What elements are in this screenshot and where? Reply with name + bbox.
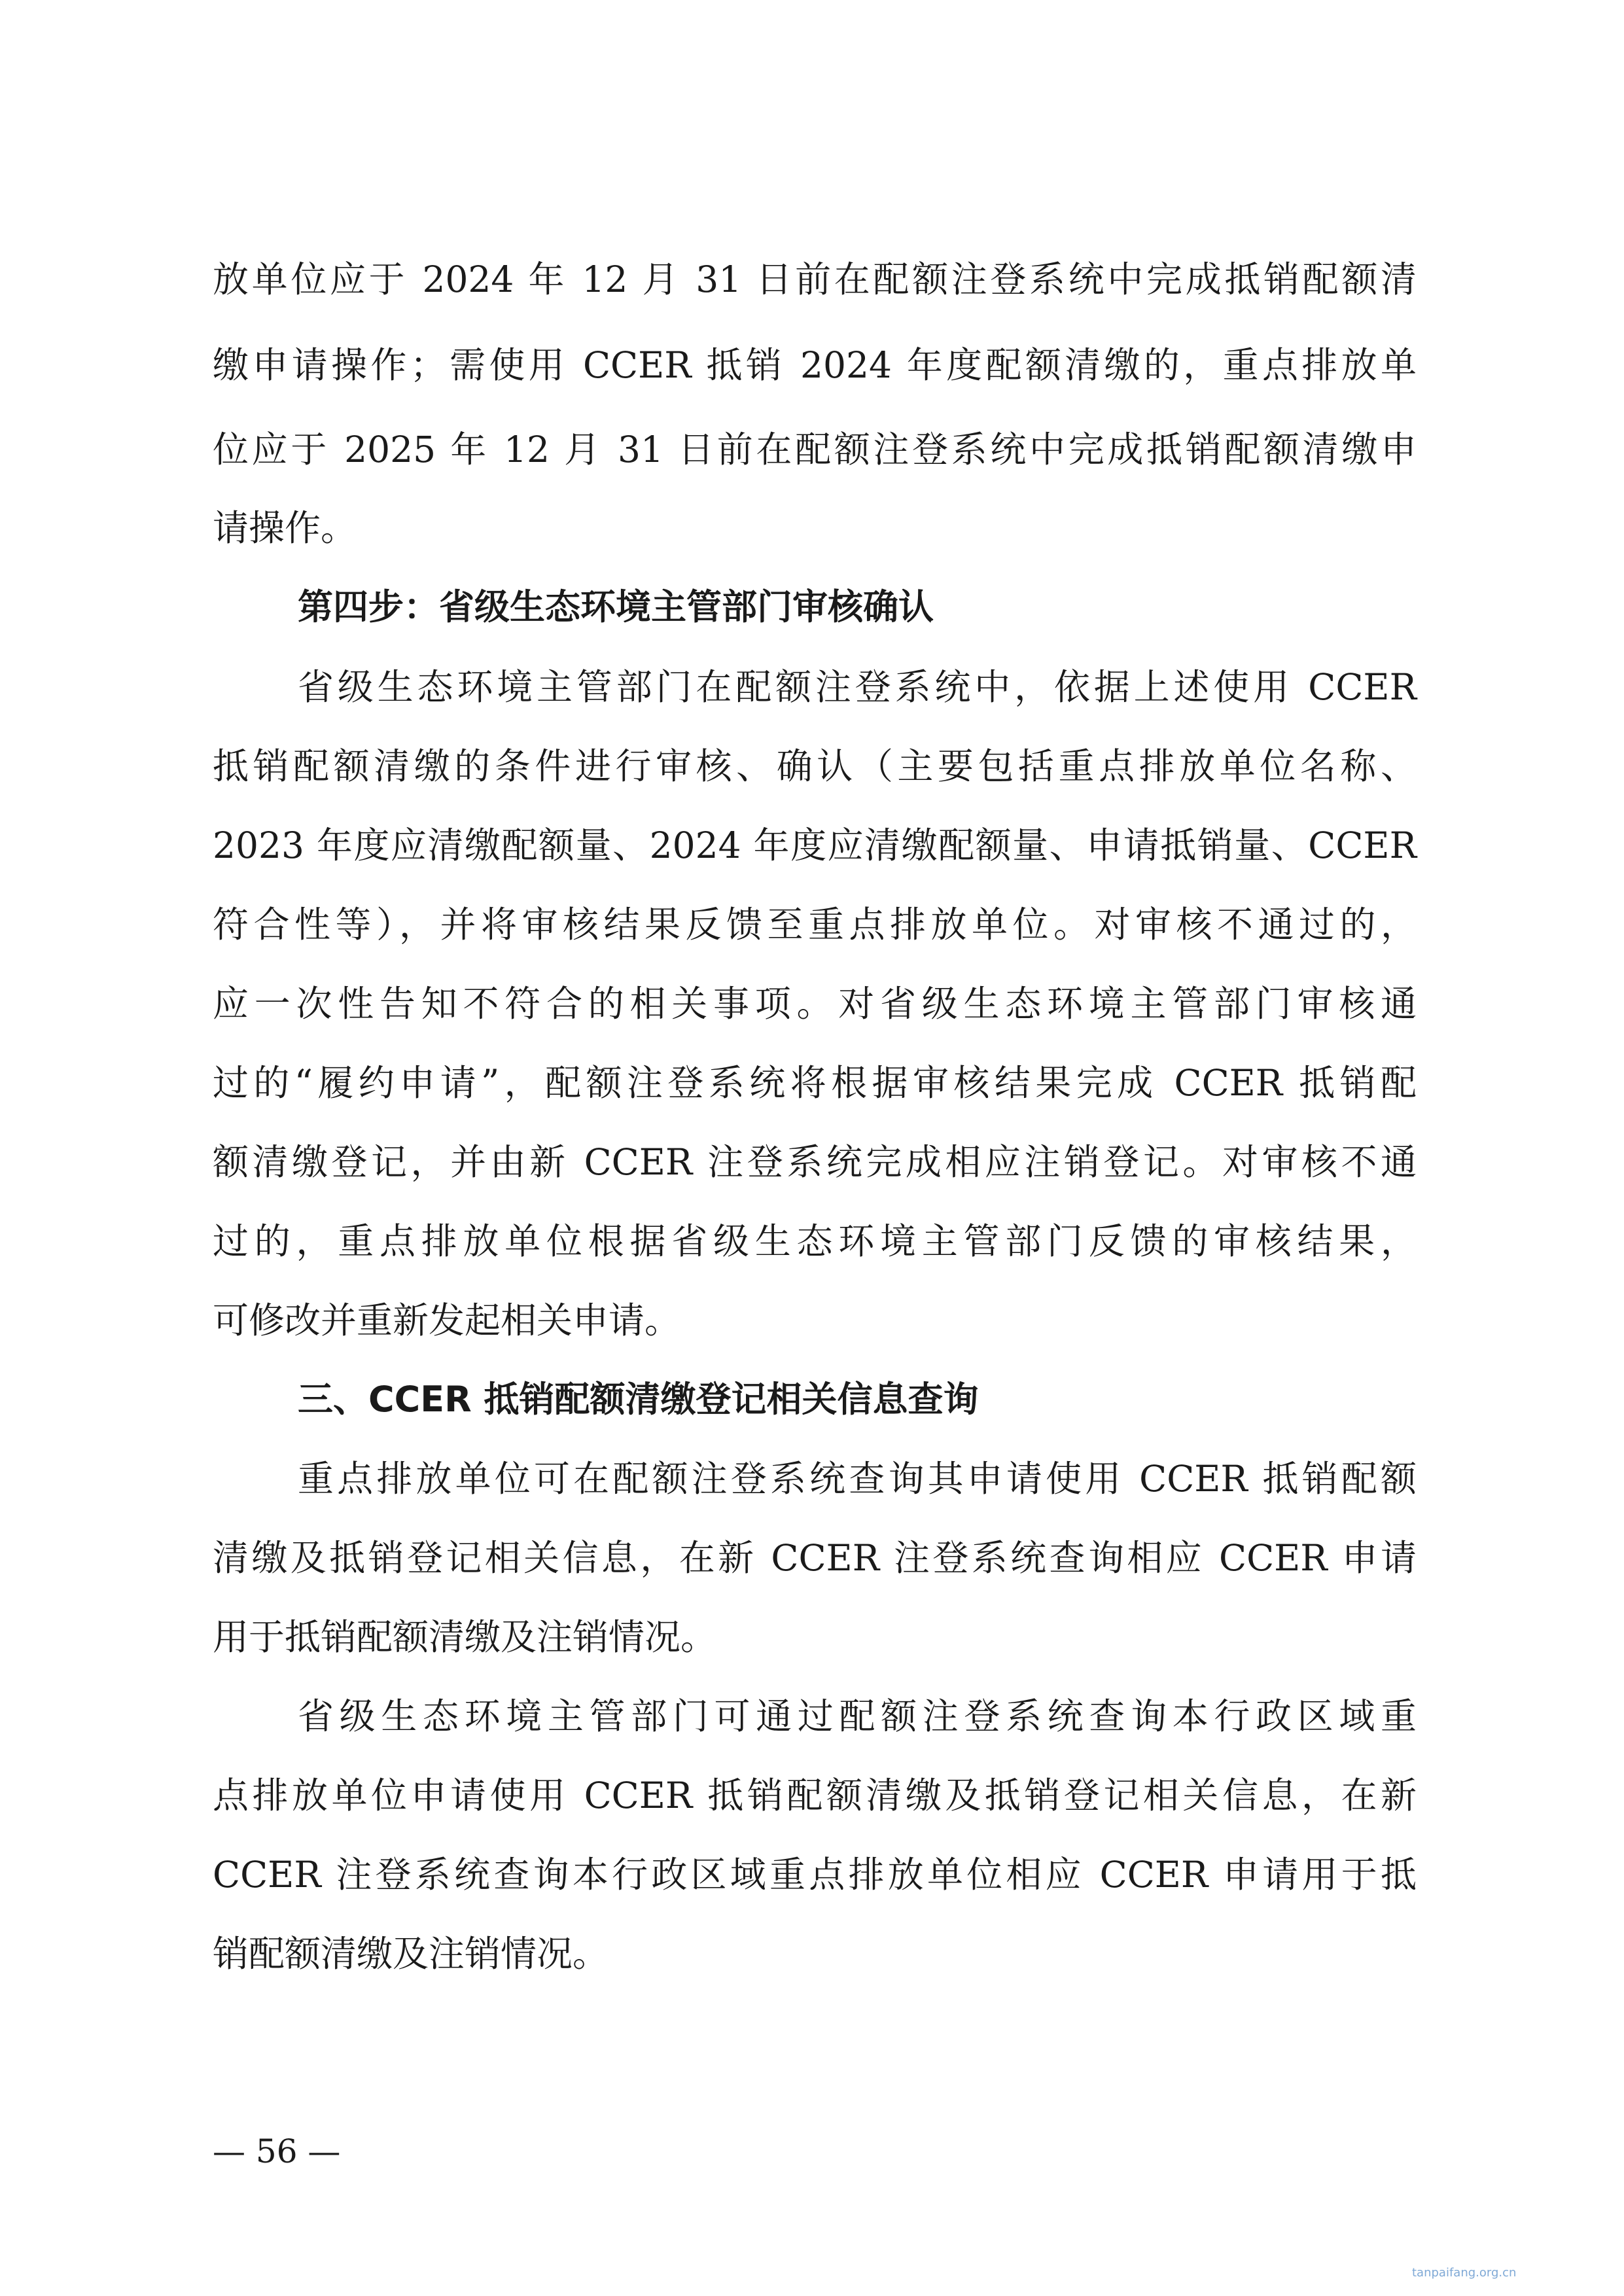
body-line-16: 重点排放单位可在配额注登系统查询其申请使用 CCER 抵销配额 bbox=[298, 1458, 1417, 1500]
body-line-3: 位应于 2025 年 12 月 31 日前在配额注登系统中完成抵销配额清缴申 bbox=[213, 429, 1417, 470]
body-line-8: 2023 年度应清缴配额量、2024 年度应清缴配额量、申请抵销量、CCER bbox=[213, 824, 1417, 866]
step-four-heading: 第四步：省级生态环境主管部门审核确认 bbox=[298, 586, 934, 627]
body-line-19: 省级生态环境主管部门可通过配额注登系统查询本行政区域重 bbox=[298, 1695, 1417, 1737]
body-line-14: 可修改并重新发起相关申请。 bbox=[213, 1299, 681, 1341]
body-line-9: 符合性等），并将审核结果反馈至重点排放单位。对审核不通过的， bbox=[213, 904, 1417, 945]
watermark: tanpaifang.org.cn bbox=[1412, 2266, 1517, 2280]
body-line-13: 过的，重点排放单位根据省级生态环境主管部门反馈的审核结果， bbox=[213, 1220, 1417, 1262]
body-line-12: 额清缴登记，并由新 CCER 注登系统完成相应注销登记。对审核不通 bbox=[213, 1141, 1417, 1183]
section-three-heading: 三、CCER 抵销配额清缴登记相关信息查询 bbox=[298, 1379, 979, 1420]
body-line-21: CCER 注登系统查询本行政区域重点排放单位相应 CCER 申请用于抵 bbox=[213, 1854, 1417, 1896]
body-line-4: 请操作。 bbox=[213, 507, 357, 549]
body-line-10: 应一次性告知不符合的相关事项。对省级生态环境主管部门审核通 bbox=[213, 983, 1417, 1025]
page-number: — 56 — bbox=[213, 2132, 341, 2170]
body-line-18: 用于抵销配额清缴及注销情况。 bbox=[213, 1616, 717, 1658]
body-line-22: 销配额清缴及注销情况。 bbox=[213, 1933, 609, 1975]
body-line-2: 缴申请操作；需使用 CCER 抵销 2024 年度配额清缴的，重点排放单 bbox=[213, 344, 1417, 386]
body-line-7: 抵销配额清缴的条件进行审核、确认（主要包括重点排放单位名称、 bbox=[213, 745, 1417, 787]
body-line-1: 放单位应于 2024 年 12 月 31 日前在配额注登系统中完成抵销配额清 bbox=[213, 258, 1417, 300]
body-line-6: 省级生态环境主管部门在配额注登系统中，依据上述使用 CCER bbox=[298, 666, 1417, 708]
body-line-17: 清缴及抵销登记相关信息，在新 CCER 注登系统查询相应 CCER 申请 bbox=[213, 1537, 1417, 1579]
body-line-20: 点排放单位申请使用 CCER 抵销配额清缴及抵销登记相关信息，在新 bbox=[213, 1775, 1417, 1816]
body-line-11: 过的“履约申请”，配额注登系统将根据审核结果完成 CCER 抵销配 bbox=[213, 1062, 1417, 1104]
